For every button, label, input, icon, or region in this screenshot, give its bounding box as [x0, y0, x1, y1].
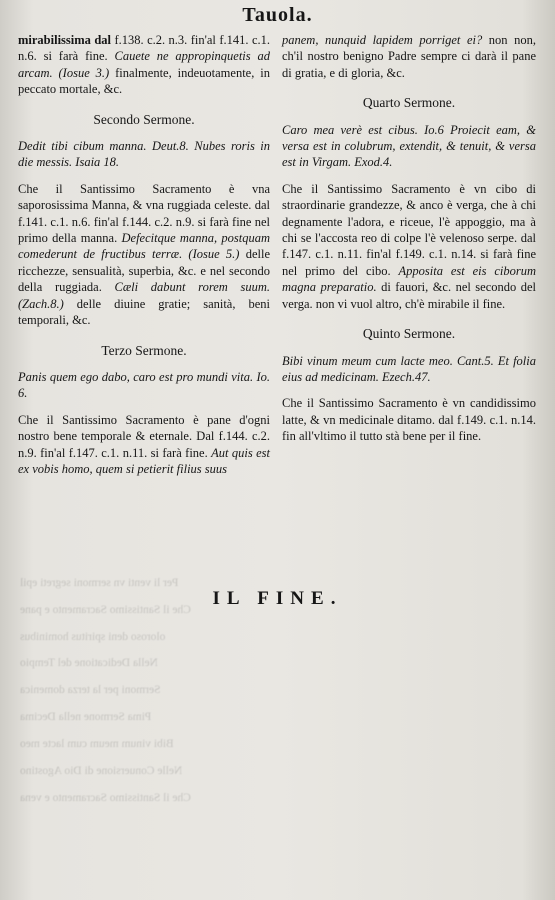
secondo-text-2: delle ricchezze, sensualità, superbia, &c. e nel secondo della ruggiada. [18, 247, 270, 295]
secondo-quote: Dedit tibi cibum manna. Deut.8. Nubes roris in die messis. Isaia 18. [18, 139, 270, 170]
intro-tail: finalmente, indeuotamente, in peccato mortale, &c. [18, 65, 270, 97]
continuation-paragraph [282, 32, 536, 81]
left-column [18, 32, 270, 483]
quinto-heading: Quinto Sermone. [362, 326, 456, 342]
intro-lead: mirabilissima dal [18, 33, 112, 47]
continuation-text: non non, ch'il nostro benigno Padre sempre ci darà il pane di gratia, e di gloria, &c. [282, 33, 536, 80]
terzo-text-1: Che il Santissimo Sacramento è pane d'ogni nostro bene temporale & eternale. Dal f.144. c.2. n.9. fin'al f.147. c.1. n.11. si farà fine. [18, 412, 270, 460]
quarto-text-2: di fauori, &c. nel secondo del verga. non vi vuol altro, ch'è mirabile il fine. [282, 280, 536, 311]
terzo-heading: Terzo Sermone. [101, 342, 187, 358]
right-column [282, 32, 536, 451]
terzo-body [18, 412, 270, 478]
page-title: Tauola. [242, 4, 313, 26]
closing-text: IL FINE. [212, 588, 343, 609]
quarto-quote: Caro mea verè est cibus. Io.6 Proiecit eam, & versa est in colubrum, extendit, & tenuit, & versa est in Virgam. Exod.4. [282, 122, 536, 170]
terzo-quote: Panis quem ego dabo, caro est pro mundi vita. Io. 6. [18, 369, 270, 401]
intro-paragraph [18, 32, 270, 98]
secondo-text-1: Che il Santissimo Sacramento è vna saporosissima Manna, & vna ruggiada celeste. dal f.141. c.1. n.6. fin'al f.144. c.2. n.9. si farà fine nel primo della manna. [18, 181, 270, 246]
secondo-latin-1: Defecitque manna, postquam comederunt de fructibus terræ. (Iosue 5.) [18, 231, 270, 262]
continuation-latin: panem, nunquid lapidem porriget ei? [282, 33, 483, 47]
secondo-latin-2: Cæli dabunt rorem suum. (Zach.8.) [18, 280, 270, 311]
secondo-text-3: delle diuine gratie; sanità, beni temporali, &c. [18, 296, 270, 328]
secondo-body [18, 181, 270, 329]
quinto-quote: Bibi vinum meum cum lacte meo. Cant.5. Et folia eius ad medicinam. Ezech.47. [282, 353, 536, 384]
show-through-text: Per li venti vn sermoni segreti epil Che il Santissimo Sacramento e pane oloroso deni spiritus hominibus Nella Dedicatione del Tempio Sermoni per la terza domenica Pima Sermone nella Decima Bibi vinum meum cum lacte meo Nelle Conuersione di Dio Agostino Che il Santissimo Sacramento e vena [20, 577, 191, 804]
intro-text: f.138. c.2. n.3. fin'al f.141. c.1. n.6. si farà fine. [18, 33, 270, 64]
quinto-body: Che il Santissimo Sacramento è vn candidissimo latte, & vn medicinale ditamo. dal f.149. c.1. n.14. fin all'vltimo il tutto stà bene per il fine. [282, 396, 536, 444]
quarto-text-1: Che il Santissimo Sacramento è vn cibo di straordinarie grandezze, & anco è verga, che à chi degnamente l'adora, e riceue, l'è appoggio, ma à chi se l'accosta reo di colpe l'è velenoso serpe. dal f.147. c.1. n.11. fin'al f.149. c.1. n.14. si farà fine nel primo del cibo. [282, 181, 536, 278]
quarto-heading: Quarto Sermone. [362, 95, 456, 111]
quarto-body [282, 181, 536, 312]
secondo-heading: Secondo Sermone. [93, 111, 195, 127]
terzo-latin-1: Aut quis est ex vobis homo, quem si petierit filius suus [18, 445, 270, 476]
intro-latin: Cauete ne appropinquetis ad arcam. (Iosue 3.) [18, 49, 271, 80]
quarto-latin-1: Apposita est eis ciborum magna preparatio. [282, 263, 536, 295]
